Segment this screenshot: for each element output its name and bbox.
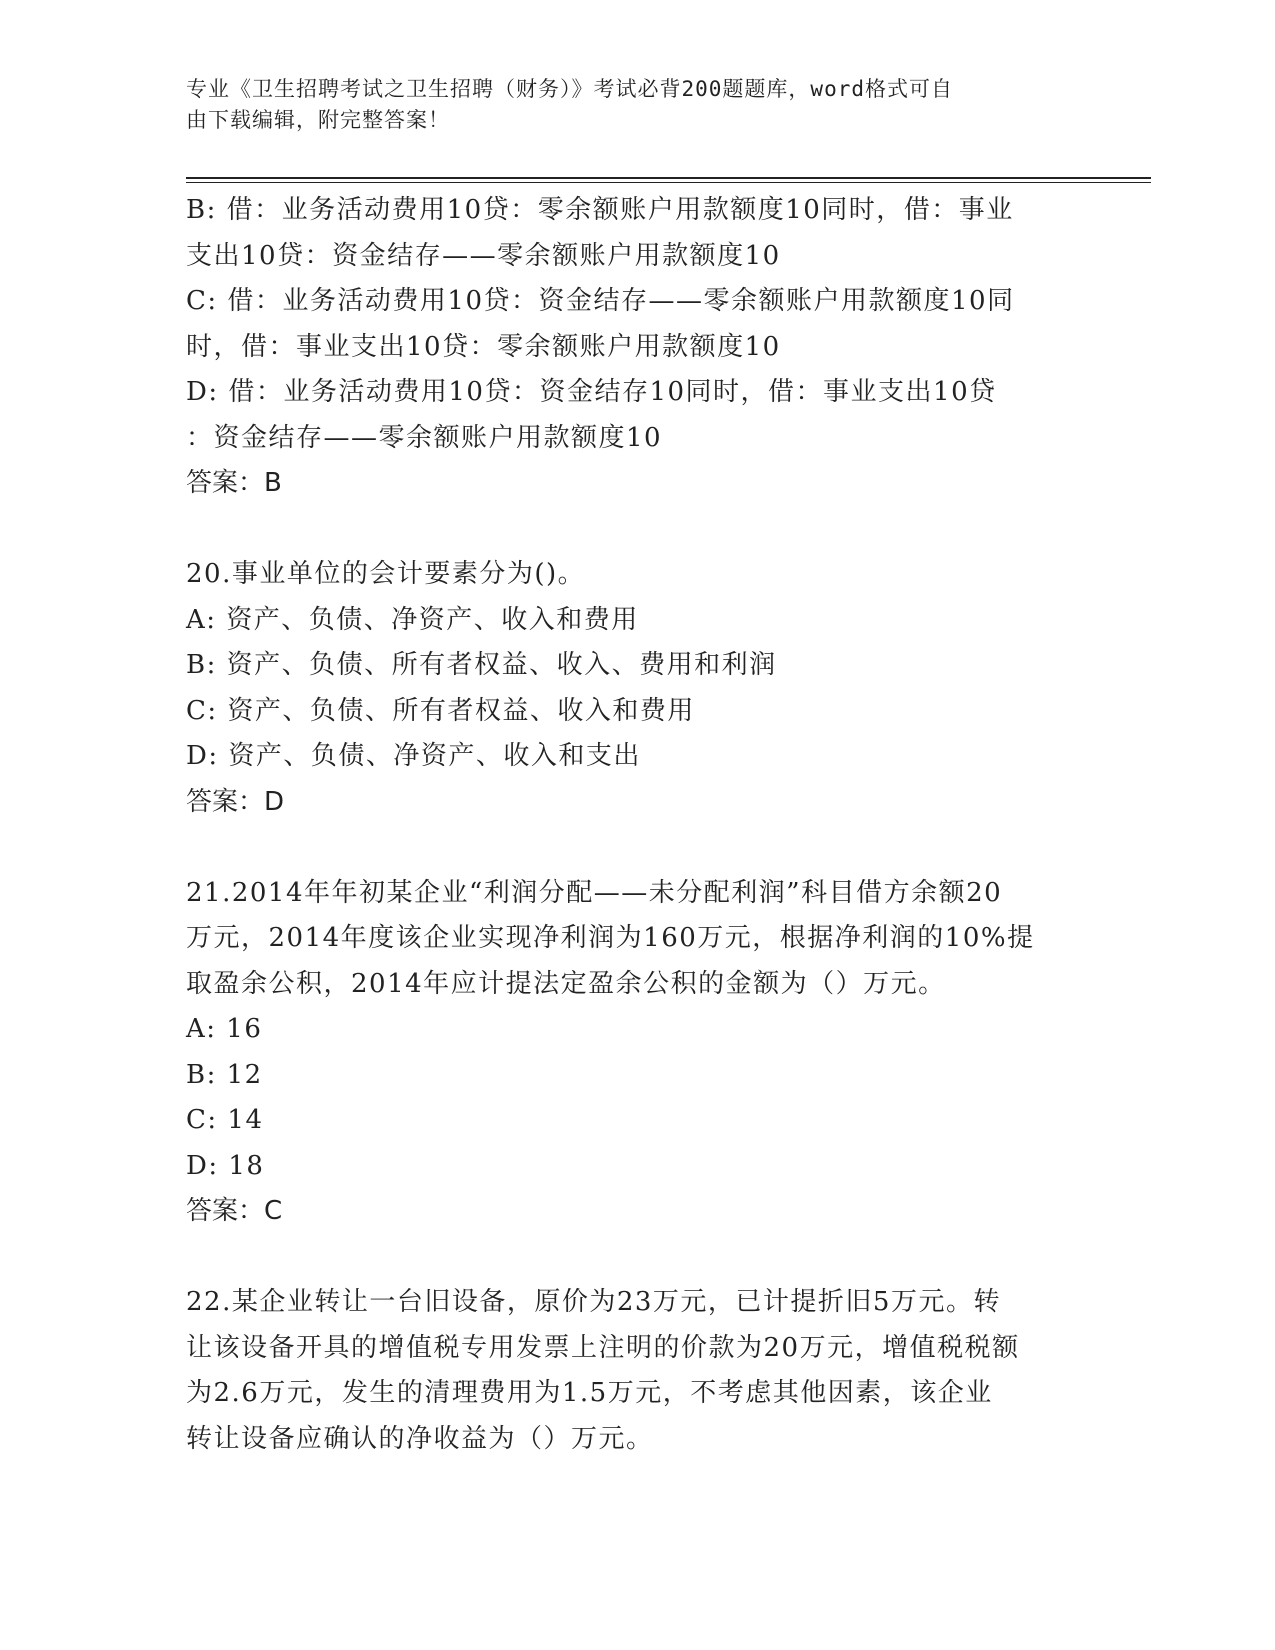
question-stem-line-1: 22.某企业转让一台旧设备，原价为23万元，已计提折旧5万元。转 [186, 1287, 1001, 1317]
option-c: C: 资产、负债、所有者权益、收入和费用 [186, 695, 695, 726]
option-c-line-2: 时，借：事业支出10贷：零余额账户用款额度10 [186, 331, 781, 362]
option-b: B: 资产、负债、所有者权益、收入、费用和利润 [186, 650, 777, 680]
option-c: C: 14 [186, 1105, 264, 1135]
option-c-line-1: C: 借：业务活动费用10贷：资金结存——零余额账户用款额度10同 [186, 286, 1015, 316]
question-stem-line-2: 让该设备开具的增值税专用发票上注明的价款为20万元，增值税税额 [186, 1332, 1020, 1363]
option-b: B: 12 [186, 1059, 263, 1090]
question-stem-line-3: 取盈余公积，2014年应计提法定盈余公积的金额为（）万元。 [186, 968, 946, 999]
option-a: A: 资产、负债、净资产、收入和费用 [186, 604, 639, 635]
option-d: D: 资产、负债、净资产、收入和支出 [186, 741, 641, 771]
answer-19: 答案：B [186, 468, 282, 498]
header-divider-thick [186, 177, 1151, 179]
question-19-options [186, 188, 1086, 507]
option-d: D: 18 [186, 1150, 265, 1181]
question-stem: 20.事业单位的会计要素分为()。 [186, 559, 586, 589]
question-22 [186, 1280, 1086, 1462]
option-d-line-1: D: 借：业务活动费用10贷：资金结存10同时，借：事业支出10贷 [186, 377, 997, 407]
question-21 [186, 871, 1086, 1235]
question-stem-line-2: 万元，2014年度该企业实现净利润为160万元，根据净利润的10%提 [186, 923, 1035, 953]
document-body [186, 188, 1086, 1462]
question-stem-line-4: 转让设备应确认的净收益为（）万元。 [186, 1423, 654, 1454]
spacer [186, 1235, 1086, 1281]
question-stem-line-3: 为2.6万元，发生的清理费用为1.5万元，不考虑其他因素，该企业 [186, 1378, 993, 1408]
header-title-line-1: 专业《卫生招聘考试之卫生招聘（财务）》考试必背200题题库，word格式可自 [186, 77, 953, 101]
answer-21: 答案：C [186, 1196, 283, 1226]
header-title-line-2: 由下载编辑，附完整答案！ [186, 108, 450, 132]
option-b-line-1: B: 借：业务活动费用10贷：零余额账户用款额度10同时，借：事业 [186, 195, 1014, 225]
option-a: A: 16 [186, 1014, 263, 1044]
header-divider-thin [186, 182, 1151, 183]
spacer [186, 507, 1086, 553]
question-stem-line-1: 21.2014年年初某企业“利润分配——未分配利润”科目借方余额20 [186, 877, 1003, 908]
option-b-line-2: 支出10贷：资金结存——零余额账户用款额度10 [186, 240, 781, 271]
question-20 [186, 552, 1086, 825]
spacer [186, 825, 1086, 871]
document-header [186, 74, 1066, 136]
answer-20: 答案：D [186, 786, 285, 817]
option-d-line-2: ：资金结存——零余额账户用款额度10 [186, 422, 663, 453]
